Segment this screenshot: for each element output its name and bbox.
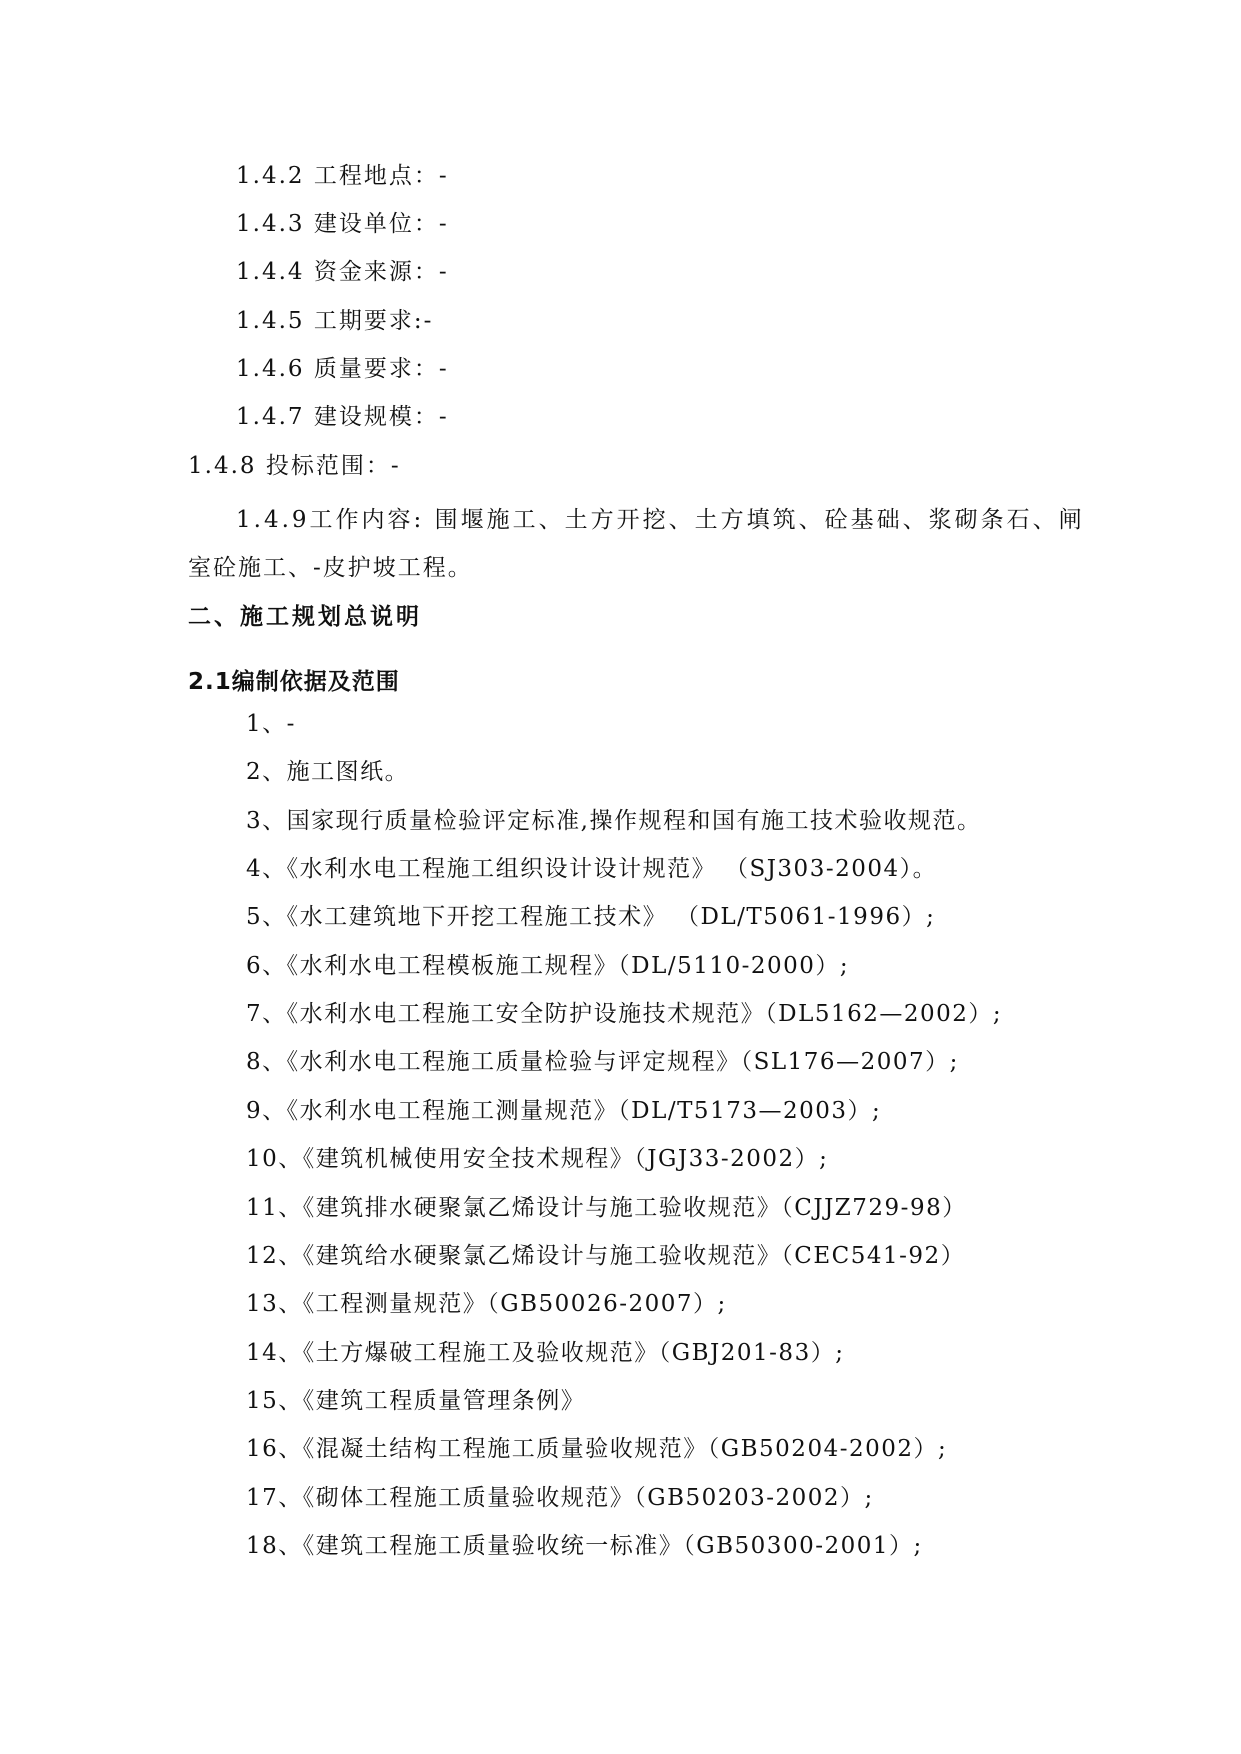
list-item: 6、《水利水电工程模板施工规程》（DL/5110-2000）;	[246, 953, 850, 979]
list-item: 7、《水利水电工程施工安全防护设施技术规范》（DL5162—2002）;	[246, 1001, 1003, 1027]
project-bid-scope-line: 1.4.8 投标范围：-	[188, 453, 401, 479]
section-subheading: 2.1编制依据及范围	[188, 669, 400, 695]
list-item: 2、施工图纸。	[246, 759, 410, 785]
list-item: 12、《建筑给水硬聚氯乙烯设计与施工验收规范》（CEC541-92）	[246, 1243, 966, 1269]
list-item: 17、《砌体工程施工质量验收规范》（GB50203-2002）;	[246, 1485, 874, 1511]
project-funding-line: 1.4.4 资金来源：-	[236, 259, 449, 285]
project-owner-line: 1.4.3 建设单位：-	[236, 211, 449, 237]
list-item: 16、《混凝土结构工程施工质量验收规范》（GB50204-2002）;	[246, 1436, 948, 1462]
list-item: 13、《工程测量规范》（GB50026-2007）;	[246, 1291, 727, 1317]
list-item: 3、国家现行质量检验评定标准,操作规程和国有施工技术验收规范。	[246, 808, 982, 834]
list-item: 5、《水工建筑地下开挖工程施工技术》 （DL/T5061-1996）;	[246, 904, 936, 930]
project-schedule-line: 1.4.5 工期要求:-	[236, 308, 434, 334]
project-work-content-line2: 室砼施工、-皮护坡工程。	[188, 555, 473, 581]
list-item: 4、《水利水电工程施工组织设计设计规范》 （SJ303-2004）。	[246, 856, 938, 882]
project-scale-line: 1.4.7 建设规模：-	[236, 404, 449, 430]
list-item: 11、《建筑排水硬聚氯乙烯设计与施工验收规范》（CJJZ729-98）	[246, 1195, 967, 1221]
project-quality-line: 1.4.6 质量要求：-	[236, 356, 449, 382]
list-item: 15、《建筑工程质量管理条例》	[246, 1388, 586, 1414]
section-heading: 二、施工规划总说明	[188, 604, 422, 630]
list-item: 1、-	[246, 711, 296, 737]
list-item: 18、《建筑工程施工质量验收统一标准》（GB50300-2001）;	[246, 1533, 923, 1559]
project-location-line: 1.4.2 工程地点：-	[236, 163, 449, 189]
project-work-content-line1: 1.4.9工作内容: 围堰施工、土方开挖、土方填筑、砼基础、浆砌条石、闸	[236, 507, 1085, 533]
list-item: 10、《建筑机械使用安全技术规程》（JGJ33-2002）;	[246, 1146, 829, 1172]
list-item: 14、《土方爆破工程施工及验收规范》（GBJ201-83）;	[246, 1340, 845, 1366]
list-item: 9、《水利水电工程施工测量规范》（DL/T5173—2003）;	[246, 1098, 882, 1124]
list-item: 8、《水利水电工程施工质量检验与评定规程》（SL176—2007）;	[246, 1049, 959, 1075]
